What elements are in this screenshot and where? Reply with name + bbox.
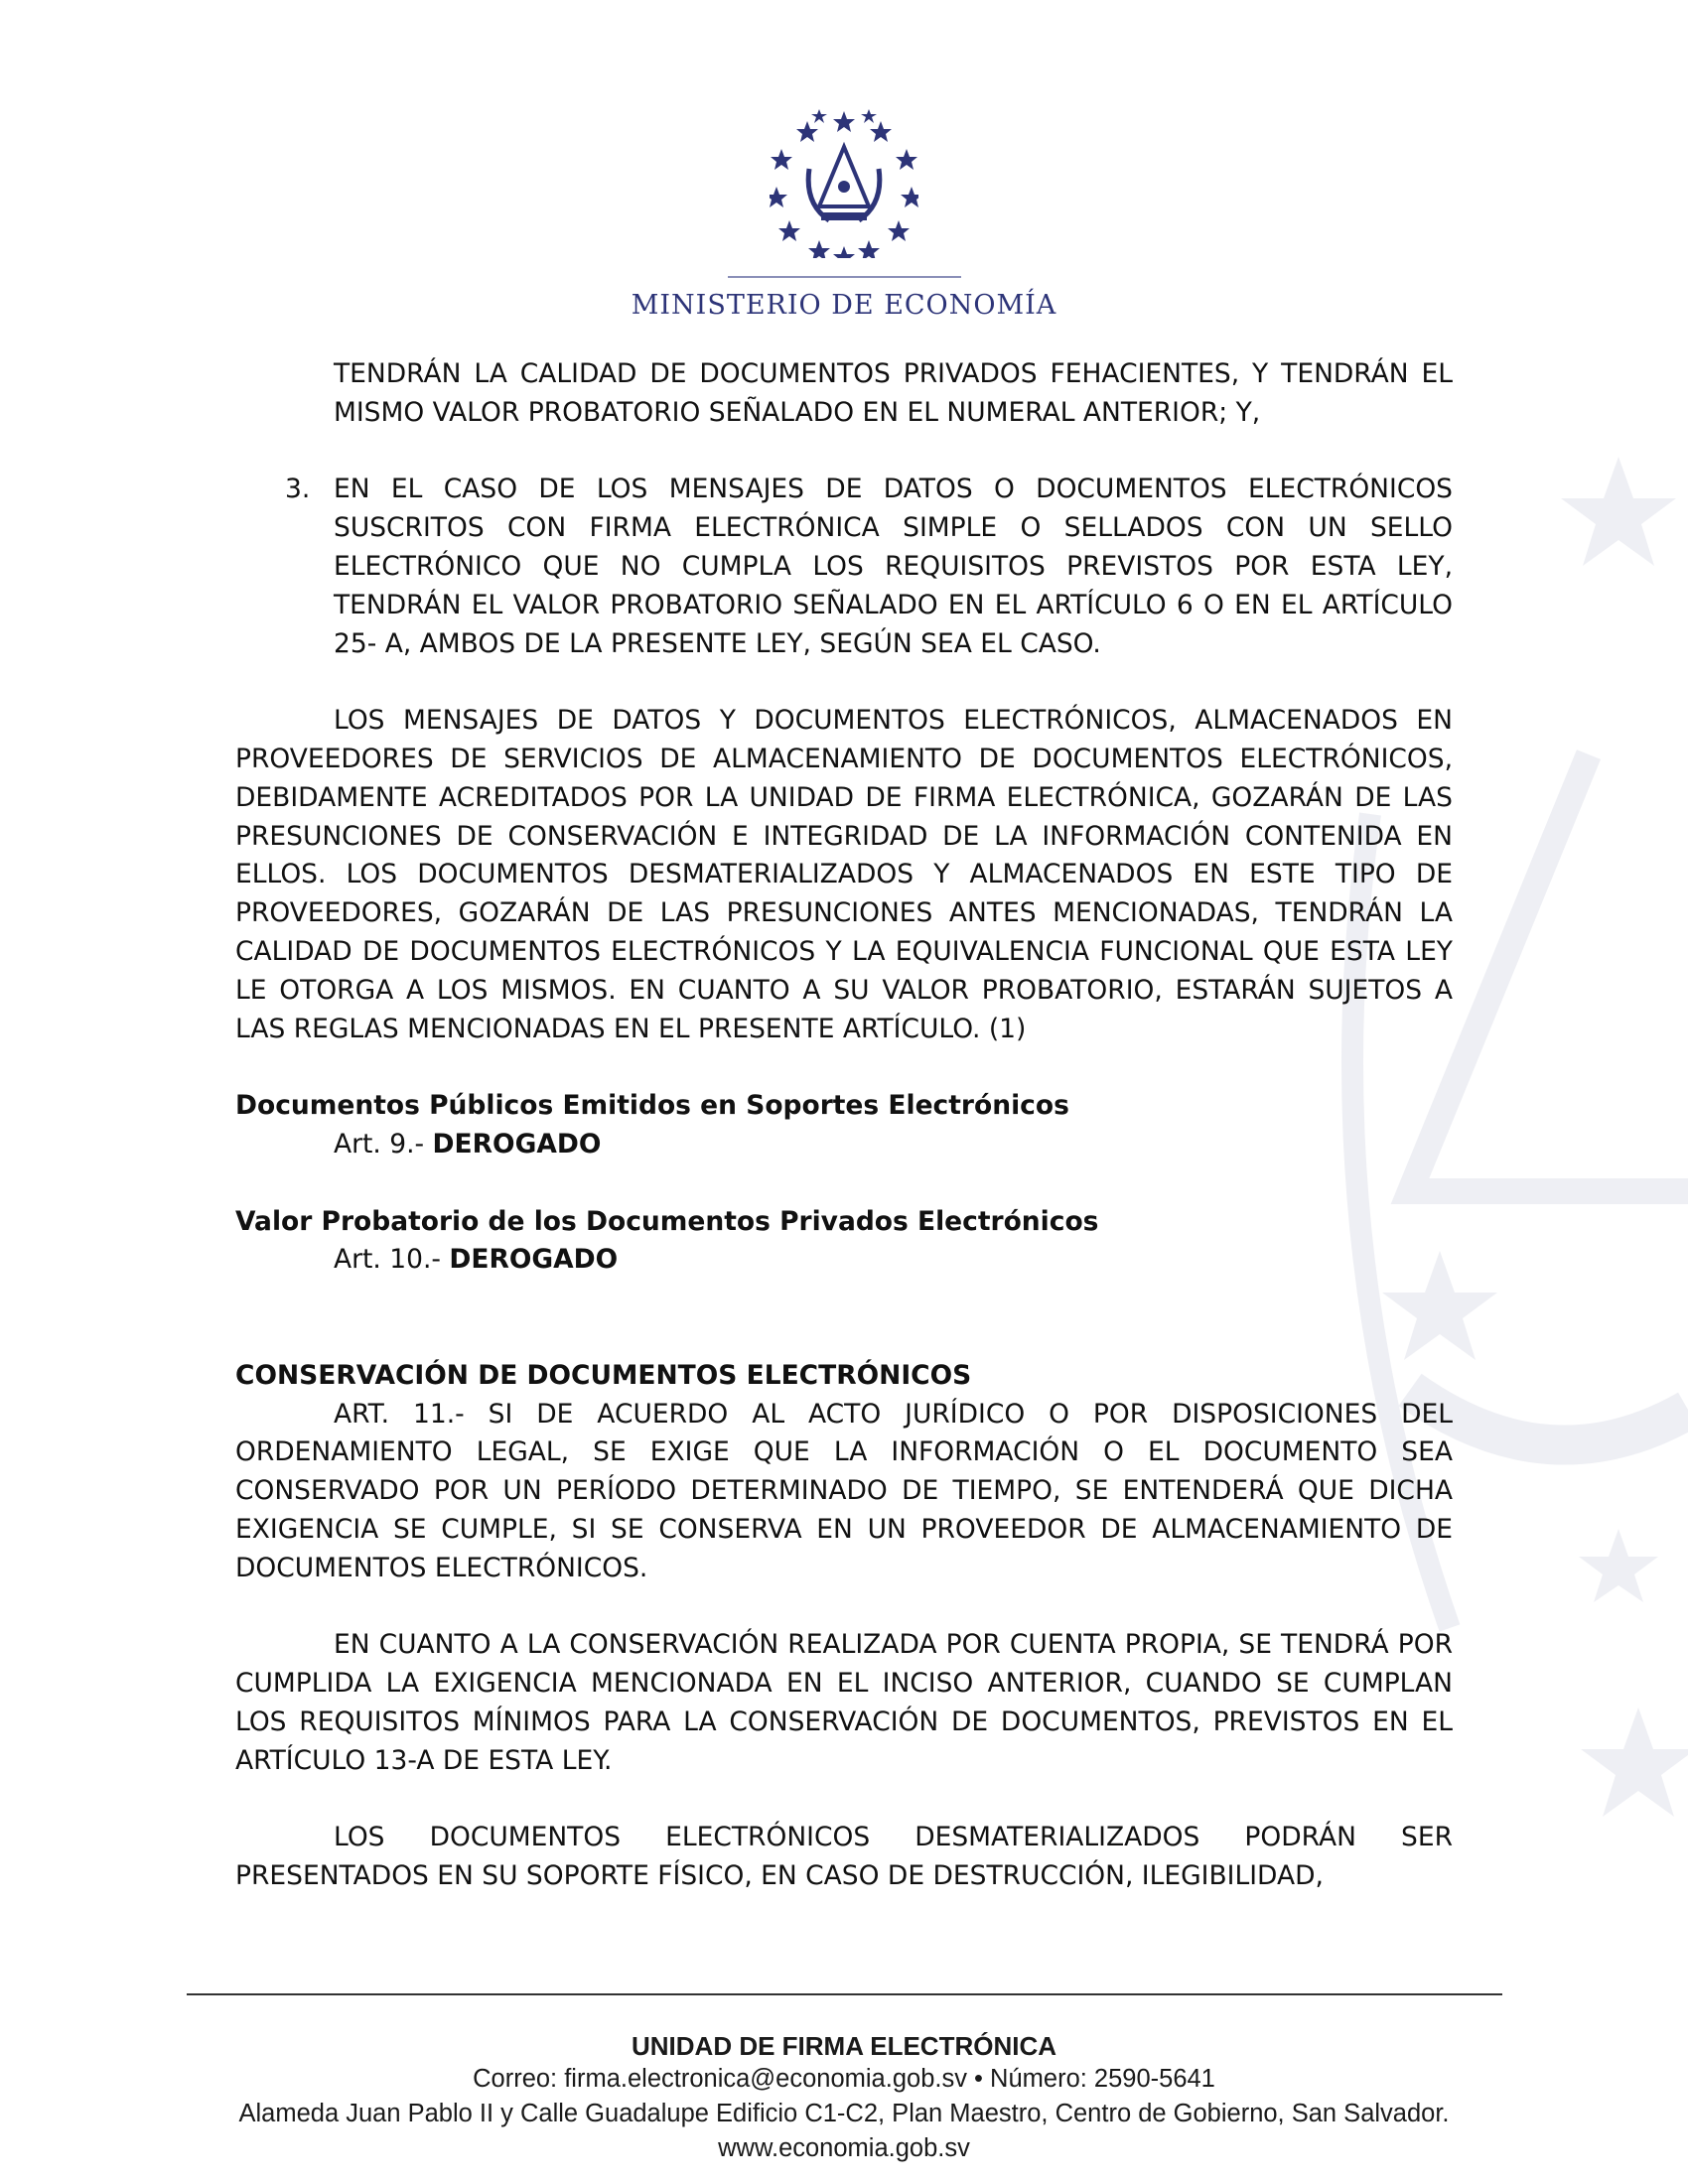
heading-private-documents: Valor Probatorio de los Documentos Privados Electrónicos xyxy=(235,1205,1099,1237)
article-10-label: Art. 10.- xyxy=(334,1244,450,1276)
list-item-text: EN EL CASO DE LOS MENSAJES DE DATOS O DOCUMENTOS ELECTRÓNICOS SUSCRITOS CON FIRMA ELECTRÓNICA SIMPLE O SELLADOS CON UN SELLO ELECTRÓNICO QUE NO CUMPLA LOS REQUISITOS PREVISTOS POR ESTA LEY, TENDRÁN EL VALOR PROBATORIO SEÑALADO EN EL ARTÍCULO 6 O EN EL ARTÍCULO 25- A, AMBOS DE LA PRESENTE LEY, SEGÚN SEA EL CASO. xyxy=(334,474,1453,659)
article-9-status: DEROGADO xyxy=(432,1128,602,1160)
footer-divider xyxy=(187,1993,1502,1995)
continuation-paragraph: TENDRÁN LA CALIDAD DE DOCUMENTOS PRIVADOS FEHACIENTES, Y TENDRÁN EL MISMO VALOR PROBATORIO SEÑALADO EN EL NUMERAL ANTERIOR; Y, xyxy=(334,358,1453,428)
footer-website: www.economia.gob.sv xyxy=(718,2134,970,2162)
header-divider xyxy=(728,276,961,278)
article-10 xyxy=(235,1241,1453,1280)
article-10-status: DEROGADO xyxy=(449,1244,619,1276)
star-icon xyxy=(1579,1529,1658,1602)
article-11-paragraph: ART. 11.- SI DE ACUERDO AL ACTO JURÍDICO O POR DISPOSICIONES DEL ORDENAMIENTO LEGAL, SE EXIGE QUE LA INFORMACIÓN O EL DOCUMENTO SEA CONSERVADO POR UN PERÍODO DETERMINADO DE TIEMPO, SE ENTENDERÁ QUE DICHA EXIGENCIA SE CUMPLE, SI SE CONSERVA EN UN PROVEEDOR DE ALMACENAMIENTO DE DOCUMENTOS ELECTRÓNICOS. xyxy=(235,1398,1453,1583)
page-footer xyxy=(0,1993,1688,2166)
star-icon xyxy=(1561,457,1676,566)
list-item-3 xyxy=(235,471,1453,663)
article-9-label: Art. 9.- xyxy=(334,1128,433,1160)
document-body xyxy=(235,355,1453,1896)
ministry-name: MINISTERIO DE ECONOMÍA xyxy=(631,290,1057,321)
dematerialized-paragraph: LOS DOCUMENTOS ELECTRÓNICOS DESMATERIALIZADOS PODRÁN SER PRESENTADOS EN SU SOPORTE FÍSICO, EN CASO DE DESTRUCCIÓN, ILEGIBILIDAD, xyxy=(235,1822,1453,1892)
footer-unit-name: UNIDAD DE FIRMA ELECTRÓNICA xyxy=(631,2031,1057,2061)
heading-conservation: CONSERVACIÓN DE DOCUMENTOS ELECTRÓNICOS xyxy=(235,1359,972,1391)
heading-public-documents: Documentos Públicos Emitidos en Soportes Electrónicos xyxy=(235,1090,1069,1122)
own-conservation-paragraph: EN CUANTO A LA CONSERVACIÓN REALIZADA POR CUENTA PROPIA, SE TENDRÁ POR CUMPLIDA LA EXIGENCIA MENCIONADA EN EL INCISO ANTERIOR, CUANDO SE CUMPLAN LOS REQUISITOS MÍNIMOS PARA LA CONSERVACIÓN DE DOCUMENTOS, PREVISTOS EN EL ARTÍCULO 13-A DE ESTA LEY. xyxy=(235,1629,1453,1776)
list-number: 3. xyxy=(285,474,311,505)
footer-contact: Correo: firma.electronica@economia.gob.sv • Número: 2590-5641 xyxy=(473,2065,1215,2093)
article-9 xyxy=(235,1126,1453,1164)
letterhead xyxy=(0,109,1688,321)
storage-paragraph: LOS MENSAJES DE DATOS Y DOCUMENTOS ELECTRÓNICOS, ALMACENADOS EN PROVEEDORES DE SERVICIOS DE ALMACENAMIENTO DE DOCUMENTOS ELECTRÓNICOS, DEBIDAMENTE ACREDITADOS POR LA UNIDAD DE FIRMA ELECTRÓNICA, GOZARÁN DE LAS PRESUNCIONES DE CONSERVACIÓN E INTEGRIDAD DE LA INFORMACIÓN CONTENIDA EN ELLOS. LOS DOCUMENTOS DESMATERIALIZADOS Y ALMACENADOS EN ESTE TIPO DE PROVEEDORES, GOZARÁN DE LAS PRESUNCIONES ANTES MENCIONADAS, TENDRÁN LA CALIDAD DE DOCUMENTOS ELECTRÓNICOS Y LA EQUIVALENCIA FUNCIONAL QUE ESTA LEY LE OTORGA A LOS MISMOS. EN CUANTO A SU VALOR PROBATORIO, ESTARÁN SUJETOS A LAS REGLAS MENCIONADAS EN EL PRESENTE ARTÍCULO. (1) xyxy=(235,705,1453,1044)
footer-address: Alameda Juan Pablo II y Calle Guadalupe Edificio C1-C2, Plan Maestro, Centro de Gobierno, San Salvador. xyxy=(238,2100,1450,2127)
star-icon xyxy=(1581,1707,1688,1817)
coat-of-arms-emblem xyxy=(770,109,918,258)
